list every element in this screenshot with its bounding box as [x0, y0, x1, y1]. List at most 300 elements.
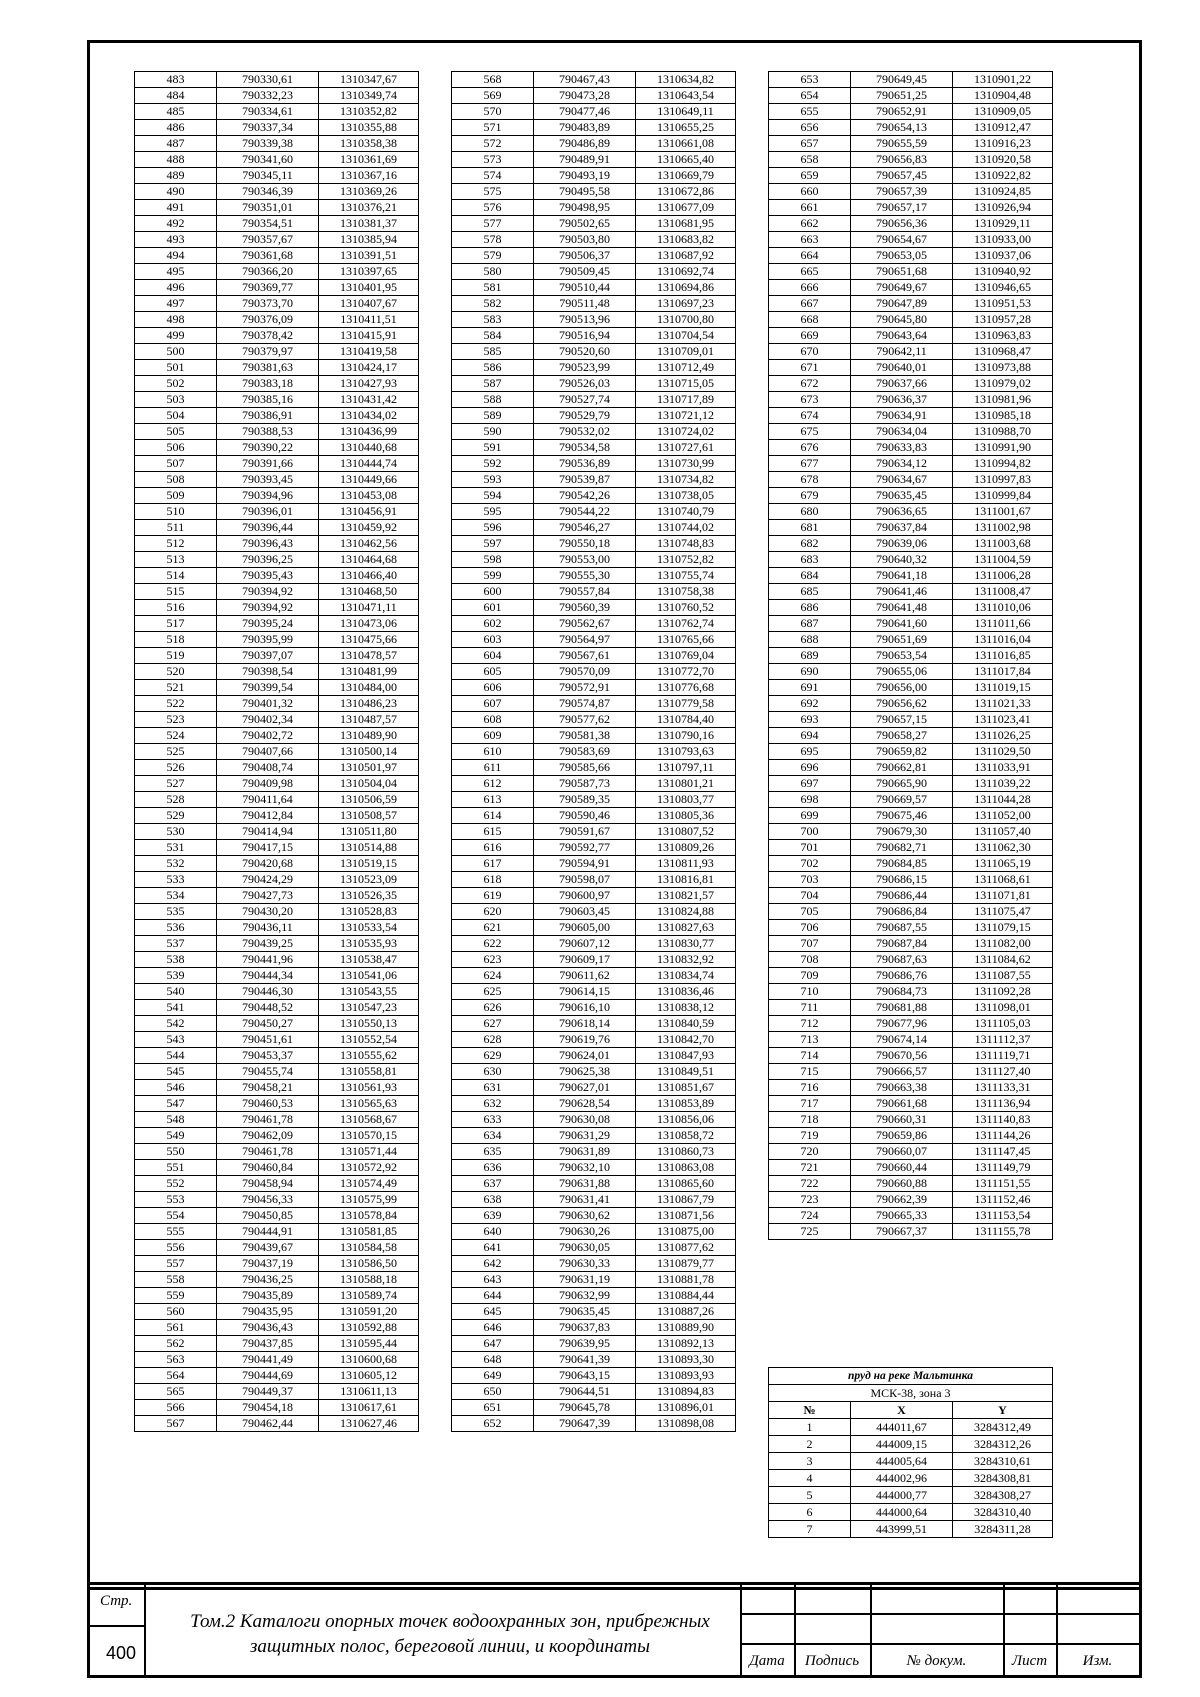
y-coordinate: 1310468,50 — [319, 584, 419, 600]
point-number: 673 — [769, 392, 851, 408]
x-coordinate: 790651,68 — [851, 264, 953, 280]
point-number: 689 — [769, 648, 851, 664]
x-coordinate: 790630,08 — [534, 1112, 636, 1128]
table-row — [452, 1336, 736, 1352]
table-row — [452, 856, 736, 872]
y-coordinate: 1310665,40 — [636, 152, 736, 168]
y-coordinate: 1310717,89 — [636, 392, 736, 408]
x-coordinate: 790686,44 — [851, 888, 953, 904]
y-coordinate: 1310500,14 — [319, 744, 419, 760]
point-number: 556 — [135, 1240, 217, 1256]
table-row — [135, 1336, 419, 1352]
table-row — [769, 664, 1053, 680]
table-row — [135, 328, 419, 344]
table-row — [135, 1240, 419, 1256]
table-row — [135, 1320, 419, 1336]
table-row — [135, 984, 419, 1000]
x-coordinate: 790605,00 — [534, 920, 636, 936]
table-row — [769, 904, 1053, 920]
x-coordinate: 790654,13 — [851, 120, 953, 136]
point-number: 490 — [135, 184, 217, 200]
y-coordinate: 1311149,79 — [953, 1160, 1053, 1176]
y-coordinate: 1310849,51 — [636, 1064, 736, 1080]
table-row — [135, 824, 419, 840]
y-coordinate: 1310687,92 — [636, 248, 736, 264]
pond-table-title: пруд на реке Мальтинка — [769, 1368, 1053, 1385]
point-number: 497 — [135, 296, 217, 312]
point-number: 540 — [135, 984, 217, 1000]
point-number: 487 — [135, 136, 217, 152]
x-coordinate: 790498,95 — [534, 200, 636, 216]
x-coordinate: 790539,87 — [534, 472, 636, 488]
y-coordinate: 1310830,77 — [636, 936, 736, 952]
x-coordinate: 790444,34 — [217, 968, 319, 984]
y-coordinate: 1310588,18 — [319, 1272, 419, 1288]
x-coordinate: 790473,28 — [534, 88, 636, 104]
x-coordinate: 790660,44 — [851, 1160, 953, 1176]
point-number: 698 — [769, 792, 851, 808]
point-number: 655 — [769, 104, 851, 120]
y-coordinate: 1310940,92 — [953, 264, 1053, 280]
table-row — [769, 312, 1053, 328]
point-number: 621 — [452, 920, 534, 936]
y-coordinate: 1311105,03 — [953, 1016, 1053, 1032]
point-number: 588 — [452, 392, 534, 408]
y-coordinate: 1310963,83 — [953, 328, 1053, 344]
table-row — [769, 376, 1053, 392]
table-row — [135, 1272, 419, 1288]
point-number: 535 — [135, 904, 217, 920]
y-coordinate: 1310748,83 — [636, 536, 736, 552]
x-coordinate: 790435,95 — [217, 1304, 319, 1320]
point-number: 563 — [135, 1352, 217, 1368]
x-coordinate: 790630,62 — [534, 1208, 636, 1224]
y-coordinate: 1310478,57 — [319, 648, 419, 664]
y-coordinate: 3284308,27 — [953, 1487, 1053, 1504]
y-coordinate: 1310453,08 — [319, 488, 419, 504]
point-number: 492 — [135, 216, 217, 232]
x-coordinate: 790682,71 — [851, 840, 953, 856]
point-number: 555 — [135, 1224, 217, 1240]
point-number: 489 — [135, 168, 217, 184]
table-row — [452, 1304, 736, 1320]
table-row — [452, 280, 736, 296]
table-row — [135, 808, 419, 824]
x-coordinate: 790660,88 — [851, 1176, 953, 1192]
table-row — [135, 312, 419, 328]
x-coordinate: 790493,19 — [534, 168, 636, 184]
page-number: 400 — [105, 1643, 137, 1663]
y-coordinate: 1311119,71 — [953, 1048, 1053, 1064]
x-coordinate: 790534,58 — [534, 440, 636, 456]
table-row — [452, 1000, 736, 1016]
y-coordinate: 1310541,06 — [319, 968, 419, 984]
y-coordinate: 1310834,74 — [636, 968, 736, 984]
point-number: 627 — [452, 1016, 534, 1032]
table-row — [135, 1128, 419, 1144]
x-coordinate: 790394,92 — [217, 584, 319, 600]
x-coordinate: 790625,38 — [534, 1064, 636, 1080]
table-row — [135, 424, 419, 440]
point-number: 550 — [135, 1144, 217, 1160]
x-coordinate: 790653,54 — [851, 648, 953, 664]
table-row — [452, 1048, 736, 1064]
table-row — [769, 1032, 1053, 1048]
x-coordinate: 790567,61 — [534, 648, 636, 664]
x-coordinate: 790658,27 — [851, 728, 953, 744]
table-row — [769, 280, 1053, 296]
table-row — [452, 1096, 736, 1112]
y-coordinate: 1310575,99 — [319, 1192, 419, 1208]
table-row — [769, 728, 1053, 744]
pond-header-x: X — [851, 1402, 953, 1419]
x-coordinate: 790435,89 — [217, 1288, 319, 1304]
x-coordinate: 790495,58 — [534, 184, 636, 200]
table-row — [452, 1032, 736, 1048]
point-number: 531 — [135, 840, 217, 856]
x-coordinate: 790654,67 — [851, 232, 953, 248]
point-number: 592 — [452, 456, 534, 472]
table-row — [769, 616, 1053, 632]
x-coordinate: 790330,61 — [217, 72, 319, 88]
point-number: 612 — [452, 776, 534, 792]
document-number-label: № докум. — [906, 1653, 967, 1669]
x-coordinate: 790542,26 — [534, 488, 636, 504]
x-coordinate: 790665,33 — [851, 1208, 953, 1224]
table-row — [135, 744, 419, 760]
y-coordinate: 1310790,16 — [636, 728, 736, 744]
x-coordinate: 790427,73 — [217, 888, 319, 904]
point-number: 657 — [769, 136, 851, 152]
x-coordinate: 790398,54 — [217, 664, 319, 680]
table-row — [769, 1000, 1053, 1016]
x-coordinate: 790407,66 — [217, 744, 319, 760]
table-row — [135, 1224, 419, 1240]
table-row — [769, 472, 1053, 488]
x-coordinate: 790652,91 — [851, 104, 953, 120]
x-coordinate: 790441,49 — [217, 1352, 319, 1368]
y-coordinate: 1310672,86 — [636, 184, 736, 200]
y-coordinate: 1310449,66 — [319, 472, 419, 488]
x-coordinate: 790439,25 — [217, 936, 319, 952]
table-row — [135, 552, 419, 568]
y-coordinate: 1311004,59 — [953, 552, 1053, 568]
table-row — [135, 712, 419, 728]
point-number: 541 — [135, 1000, 217, 1016]
x-coordinate: 790657,15 — [851, 712, 953, 728]
table-row — [135, 568, 419, 584]
point-number: 580 — [452, 264, 534, 280]
y-coordinate: 1310581,85 — [319, 1224, 419, 1240]
table-row — [135, 392, 419, 408]
table-row — [452, 728, 736, 744]
y-coordinate: 1310973,88 — [953, 360, 1053, 376]
table-row — [135, 376, 419, 392]
point-number: 633 — [452, 1112, 534, 1128]
y-coordinate: 1310568,67 — [319, 1112, 419, 1128]
point-number: 516 — [135, 600, 217, 616]
y-coordinate: 1310574,49 — [319, 1176, 419, 1192]
table-row — [769, 344, 1053, 360]
point-number: 511 — [135, 520, 217, 536]
table-row — [135, 120, 419, 136]
x-coordinate: 790373,70 — [217, 296, 319, 312]
point-number: 578 — [452, 232, 534, 248]
y-coordinate: 1310558,81 — [319, 1064, 419, 1080]
table-row — [769, 696, 1053, 712]
table-row — [135, 136, 419, 152]
x-coordinate: 790659,86 — [851, 1128, 953, 1144]
coordinates-table-3 — [768, 71, 1053, 1240]
table-row — [769, 120, 1053, 136]
y-coordinate: 1311019,15 — [953, 680, 1053, 696]
point-number: 7 — [769, 1521, 851, 1538]
table-row — [135, 1016, 419, 1032]
y-coordinate: 1310851,67 — [636, 1080, 736, 1096]
y-coordinate: 1311147,45 — [953, 1144, 1053, 1160]
x-coordinate: 790631,89 — [534, 1144, 636, 1160]
point-number: 647 — [452, 1336, 534, 1352]
x-coordinate: 790591,67 — [534, 824, 636, 840]
y-coordinate: 1310424,17 — [319, 360, 419, 376]
point-number: 562 — [135, 1336, 217, 1352]
x-coordinate: 790513,96 — [534, 312, 636, 328]
y-coordinate: 1310999,84 — [953, 488, 1053, 504]
y-coordinate: 1310385,94 — [319, 232, 419, 248]
x-coordinate: 790420,68 — [217, 856, 319, 872]
x-coordinate: 790659,82 — [851, 744, 953, 760]
coordinates-table-2 — [451, 71, 736, 1432]
y-coordinate: 1310760,52 — [636, 600, 736, 616]
y-coordinate: 1310444,74 — [319, 456, 419, 472]
table-row — [135, 232, 419, 248]
table-row — [452, 904, 736, 920]
y-coordinate: 1311071,81 — [953, 888, 1053, 904]
point-number: 564 — [135, 1368, 217, 1384]
x-coordinate: 790453,37 — [217, 1048, 319, 1064]
point-number: 672 — [769, 376, 851, 392]
y-coordinate: 1310709,01 — [636, 344, 736, 360]
point-number: 548 — [135, 1112, 217, 1128]
table-row — [135, 1000, 419, 1016]
coordinates-table-1 — [134, 71, 419, 1432]
table-row — [769, 584, 1053, 600]
x-coordinate: 790631,88 — [534, 1176, 636, 1192]
table-row — [452, 1144, 736, 1160]
y-coordinate: 1310543,55 — [319, 984, 419, 1000]
y-coordinate: 1310484,00 — [319, 680, 419, 696]
y-coordinate: 3284310,40 — [953, 1504, 1053, 1521]
x-coordinate: 790585,66 — [534, 760, 636, 776]
x-coordinate: 790641,48 — [851, 600, 953, 616]
point-number: 515 — [135, 584, 217, 600]
point-number: 582 — [452, 296, 534, 312]
y-coordinate: 1310724,02 — [636, 424, 736, 440]
y-coordinate: 1310946,65 — [953, 280, 1053, 296]
point-number: 664 — [769, 248, 851, 264]
table-row — [135, 488, 419, 504]
table-row — [452, 648, 736, 664]
y-coordinate: 1310415,91 — [319, 328, 419, 344]
x-coordinate: 790395,43 — [217, 568, 319, 584]
y-coordinate: 1310355,88 — [319, 120, 419, 136]
x-coordinate: 790450,85 — [217, 1208, 319, 1224]
x-coordinate: 790448,52 — [217, 1000, 319, 1016]
y-coordinate: 1310997,83 — [953, 472, 1053, 488]
point-number: 639 — [452, 1208, 534, 1224]
y-coordinate: 1311079,15 — [953, 920, 1053, 936]
y-coordinate: 1310715,05 — [636, 376, 736, 392]
x-coordinate: 790674,14 — [851, 1032, 953, 1048]
table-row — [452, 264, 736, 280]
x-coordinate: 790396,43 — [217, 536, 319, 552]
y-coordinate: 1311002,98 — [953, 520, 1053, 536]
y-coordinate: 1311016,04 — [953, 632, 1053, 648]
y-coordinate: 1310407,67 — [319, 296, 419, 312]
y-coordinate: 1311152,46 — [953, 1192, 1053, 1208]
point-number: 602 — [452, 616, 534, 632]
table-row — [769, 360, 1053, 376]
point-number: 601 — [452, 600, 534, 616]
x-coordinate: 790684,85 — [851, 856, 953, 872]
x-coordinate: 790546,27 — [534, 520, 636, 536]
x-coordinate: 790640,01 — [851, 360, 953, 376]
x-coordinate: 790687,84 — [851, 936, 953, 952]
table-row — [452, 632, 736, 648]
x-coordinate: 790619,76 — [534, 1032, 636, 1048]
x-coordinate: 790609,17 — [534, 952, 636, 968]
y-coordinate: 1310832,92 — [636, 952, 736, 968]
table-row — [135, 600, 419, 616]
table-row — [769, 520, 1053, 536]
x-coordinate: 790412,84 — [217, 808, 319, 824]
x-coordinate: 790436,43 — [217, 1320, 319, 1336]
y-coordinate: 1311092,28 — [953, 984, 1053, 1000]
table-row — [135, 1176, 419, 1192]
y-coordinate: 1310391,51 — [319, 248, 419, 264]
x-coordinate: 790395,24 — [217, 616, 319, 632]
x-coordinate: 790527,74 — [534, 392, 636, 408]
point-number: 513 — [135, 552, 217, 568]
x-coordinate: 790462,09 — [217, 1128, 319, 1144]
point-number: 595 — [452, 504, 534, 520]
y-coordinate: 1310968,47 — [953, 344, 1053, 360]
table-row — [452, 1256, 736, 1272]
point-number: 500 — [135, 344, 217, 360]
table-row — [769, 440, 1053, 456]
table-row — [769, 1504, 1053, 1521]
point-number: 695 — [769, 744, 851, 760]
x-coordinate: 790354,51 — [217, 216, 319, 232]
table-row — [135, 536, 419, 552]
x-coordinate: 790574,87 — [534, 696, 636, 712]
y-coordinate: 1310605,12 — [319, 1368, 419, 1384]
x-coordinate: 444005,64 — [851, 1453, 953, 1470]
x-coordinate: 790616,10 — [534, 1000, 636, 1016]
x-coordinate: 790632,99 — [534, 1288, 636, 1304]
y-coordinate: 3284312,49 — [953, 1419, 1053, 1436]
y-coordinate: 1310991,90 — [953, 440, 1053, 456]
x-coordinate: 790635,45 — [851, 488, 953, 504]
y-coordinate: 1311112,37 — [953, 1032, 1053, 1048]
y-coordinate: 1310712,49 — [636, 360, 736, 376]
point-number: 686 — [769, 600, 851, 616]
y-coordinate: 1310538,47 — [319, 952, 419, 968]
y-coordinate: 1311033,91 — [953, 760, 1053, 776]
y-coordinate: 1310730,99 — [636, 456, 736, 472]
point-number: 635 — [452, 1144, 534, 1160]
y-coordinate: 1310694,86 — [636, 280, 736, 296]
point-number: 590 — [452, 424, 534, 440]
x-coordinate: 790641,60 — [851, 616, 953, 632]
x-coordinate: 790634,12 — [851, 456, 953, 472]
x-coordinate: 790653,05 — [851, 248, 953, 264]
point-number: 699 — [769, 808, 851, 824]
y-coordinate: 1310481,99 — [319, 664, 419, 680]
y-coordinate: 1311153,54 — [953, 1208, 1053, 1224]
table-row — [769, 760, 1053, 776]
point-number: 486 — [135, 120, 217, 136]
y-coordinate: 1310506,59 — [319, 792, 419, 808]
x-coordinate: 790455,74 — [217, 1064, 319, 1080]
table-row — [452, 712, 736, 728]
x-coordinate: 790630,05 — [534, 1240, 636, 1256]
point-number: 553 — [135, 1192, 217, 1208]
point-number: 530 — [135, 824, 217, 840]
table-row — [452, 1352, 736, 1368]
point-number: 667 — [769, 296, 851, 312]
y-coordinate: 1311044,28 — [953, 792, 1053, 808]
table-row — [452, 520, 736, 536]
x-coordinate: 790454,18 — [217, 1400, 319, 1416]
table-row — [452, 536, 736, 552]
y-coordinate: 1310884,44 — [636, 1288, 736, 1304]
point-number: 645 — [452, 1304, 534, 1320]
point-number: 525 — [135, 744, 217, 760]
table-row — [452, 488, 736, 504]
y-coordinate: 1311136,94 — [953, 1096, 1053, 1112]
point-number: 620 — [452, 904, 534, 920]
x-coordinate: 790572,91 — [534, 680, 636, 696]
y-coordinate: 1310434,02 — [319, 408, 419, 424]
x-coordinate: 790555,30 — [534, 568, 636, 584]
x-coordinate: 790409,98 — [217, 776, 319, 792]
point-number: 674 — [769, 408, 851, 424]
x-coordinate: 790456,33 — [217, 1192, 319, 1208]
x-coordinate: 790376,09 — [217, 312, 319, 328]
y-coordinate: 1310361,69 — [319, 152, 419, 168]
y-coordinate: 1310721,12 — [636, 408, 736, 424]
point-number: 654 — [769, 88, 851, 104]
table-row — [135, 936, 419, 952]
table-row — [135, 1208, 419, 1224]
table-row — [452, 136, 736, 152]
sheet-label: Лист — [1011, 1653, 1048, 1669]
point-number: 558 — [135, 1272, 217, 1288]
x-coordinate: 790647,89 — [851, 296, 953, 312]
x-coordinate: 790637,66 — [851, 376, 953, 392]
table-row — [135, 1112, 419, 1128]
y-coordinate: 1310887,26 — [636, 1304, 736, 1320]
table-row — [769, 152, 1053, 168]
x-coordinate: 790401,32 — [217, 696, 319, 712]
x-coordinate: 790649,45 — [851, 72, 953, 88]
y-coordinate: 1310776,68 — [636, 680, 736, 696]
point-number: 570 — [452, 104, 534, 120]
point-number: 624 — [452, 968, 534, 984]
point-number: 609 — [452, 728, 534, 744]
y-coordinate: 1310677,09 — [636, 200, 736, 216]
